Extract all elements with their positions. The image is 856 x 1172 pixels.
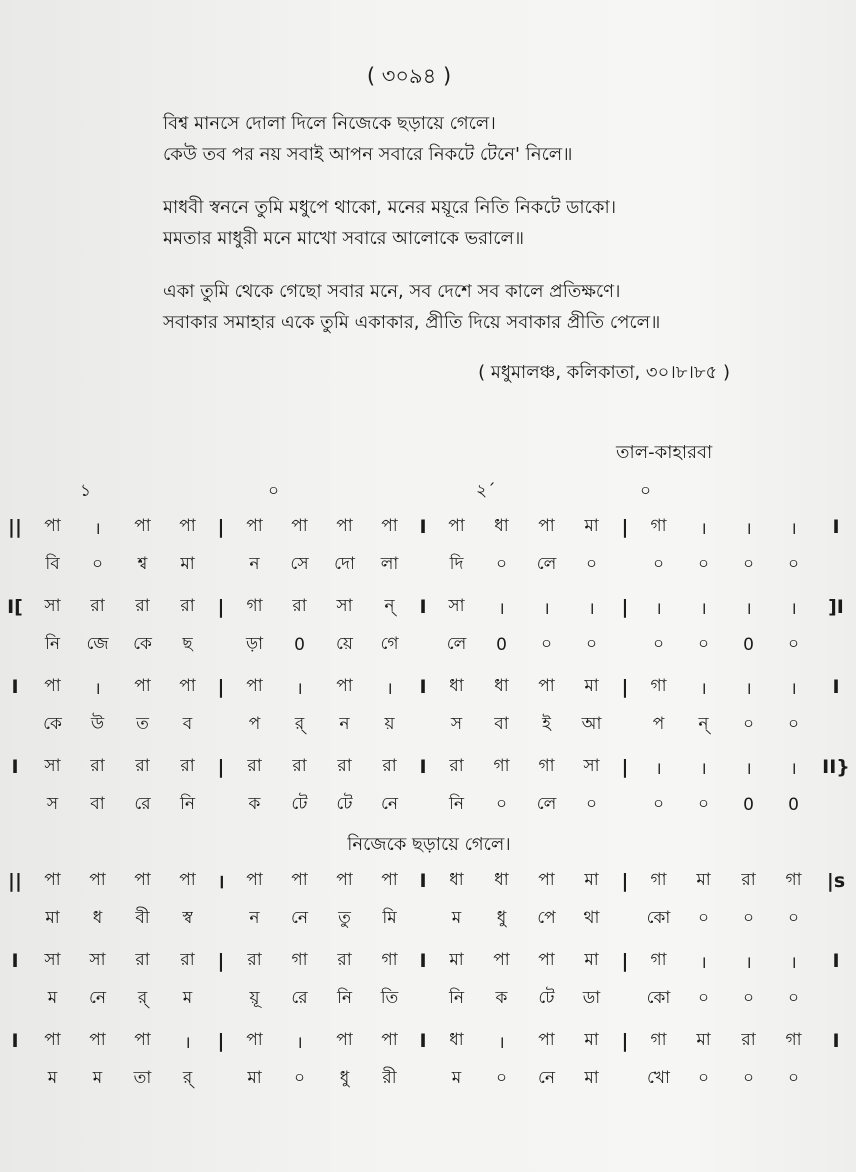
- syllable: ০: [652, 554, 665, 574]
- syllable: য়ূ: [249, 988, 260, 1008]
- swara-note: ।: [655, 758, 662, 779]
- syllable: ০: [787, 908, 800, 928]
- syllable: ০: [585, 554, 598, 574]
- notation-blocks: [0, 508, 850, 1102]
- swara-note: ||: [8, 870, 22, 892]
- beat-mark: ২´: [476, 481, 496, 501]
- syllable: ড়া: [245, 634, 264, 654]
- syllable: ০: [742, 908, 755, 928]
- syllable: ০: [495, 554, 508, 574]
- syllable: ০: [697, 1068, 710, 1088]
- swara-note: ধা: [449, 676, 464, 696]
- swara-note: রা: [135, 756, 150, 776]
- swara-note: রা: [90, 756, 105, 776]
- syllable: রে: [134, 794, 151, 814]
- swara-note: মা: [696, 870, 711, 890]
- lyric-line: মমতার মাধুরী মনে মাখো সবারে আলোকে ভরালে॥: [163, 228, 525, 249]
- syllable: লে: [446, 634, 467, 654]
- swara-note: গা: [650, 870, 667, 890]
- swara-note: ।: [745, 518, 752, 539]
- swara-note: ।: [790, 758, 797, 779]
- swara-note: পা: [291, 516, 308, 536]
- syllable: ০: [495, 1068, 508, 1088]
- syllable: ধু: [339, 1068, 350, 1088]
- swara-note: |: [621, 596, 629, 618]
- swara-note: ।: [790, 678, 797, 699]
- swara-note: ।: [700, 952, 707, 973]
- swara-note: পা: [134, 516, 151, 536]
- syllable: ০: [787, 714, 800, 734]
- syllable: তা: [133, 1068, 152, 1088]
- syllable-row: [0, 900, 818, 938]
- swara-note: পা: [538, 1030, 555, 1050]
- syllable: ০: [742, 1068, 755, 1088]
- swara-note: সা: [44, 756, 61, 776]
- syllable: নে: [537, 1068, 556, 1088]
- syllable: নে: [380, 794, 399, 814]
- syllable: নি: [336, 988, 352, 1008]
- syllable: ব: [182, 714, 193, 734]
- syllable: ক: [248, 794, 261, 814]
- syllable: মা: [584, 1068, 599, 1088]
- swara-note: মা: [584, 676, 599, 696]
- swara-note: ধা: [494, 516, 509, 536]
- swara-note: রা: [135, 950, 150, 970]
- syllable: ম: [451, 908, 462, 928]
- syllable: পে: [537, 908, 556, 928]
- syllable: ম: [47, 988, 58, 1008]
- syllable: ত: [136, 714, 149, 734]
- swara-note: |: [217, 950, 225, 972]
- swara-note: রা: [180, 756, 195, 776]
- swara-note: গা: [650, 950, 667, 970]
- syllable: টে: [336, 794, 353, 814]
- swara-note: ন্: [384, 596, 395, 616]
- swara-note: ।: [700, 518, 707, 539]
- syllable: ০: [697, 908, 710, 928]
- swara-note: পা: [246, 676, 263, 696]
- syllable: র্: [182, 1068, 193, 1088]
- swara-note: ধা: [494, 676, 509, 696]
- swara-note: পা: [246, 1030, 263, 1050]
- swara-note: I: [419, 516, 427, 538]
- syllable: আ: [581, 714, 602, 734]
- swara-note: পা: [336, 1030, 353, 1050]
- beat-marks: [0, 478, 818, 504]
- swara-note: ।: [184, 1032, 191, 1053]
- swara-note: ।: [700, 598, 707, 619]
- syllable: মা: [247, 1068, 262, 1088]
- swara-note: সা: [448, 596, 465, 616]
- syllable: জে: [86, 634, 109, 654]
- lyric-line: একা তুমি থেকে গেছো সবার মনে, সব দেশে সব কালে প্রতিক্ষণে।: [163, 281, 621, 302]
- syllable: বা: [494, 714, 509, 734]
- beat-mark: ০: [640, 481, 652, 501]
- swara-note: ।: [296, 1032, 303, 1053]
- swara-note: রা: [741, 1030, 756, 1050]
- syllable: ০: [540, 634, 553, 654]
- taal-label: তাল-কাহারবা: [616, 442, 713, 463]
- swara-note: পা: [179, 870, 196, 890]
- song-number: ( ৩০৯৪ ): [366, 64, 452, 88]
- swara-note: রা: [337, 756, 352, 776]
- syllable: ক: [495, 988, 508, 1008]
- lyrics: [163, 108, 803, 338]
- swara-note: I: [11, 676, 19, 698]
- swara-note: I: [832, 1030, 840, 1052]
- beat-mark: ১: [80, 481, 92, 501]
- swara-note: II}: [822, 756, 850, 778]
- swara-note: পা: [134, 676, 151, 696]
- lyric-line: সবাকার সমাহার একে তুমি একাকার, প্রীতি দিয়ে সবাকার প্রীতি পেলে॥: [163, 312, 661, 333]
- swara-note: পা: [381, 870, 398, 890]
- swara-note: I: [419, 756, 427, 778]
- syllable: ০: [787, 1068, 800, 1088]
- swara-note: পা: [336, 870, 353, 890]
- syllable: কে: [133, 634, 152, 654]
- swara-note: ।: [543, 598, 550, 619]
- swara-note: |: [217, 516, 225, 538]
- syllable: ধু: [496, 908, 507, 928]
- swara-note: পা: [336, 676, 353, 696]
- swara-note: ।: [700, 758, 707, 779]
- swara-note: ।: [588, 598, 595, 619]
- swara-note: গা: [785, 870, 802, 890]
- syllable: 0: [743, 635, 754, 655]
- syllable: প: [248, 714, 261, 734]
- swara-note: ।: [790, 518, 797, 539]
- syllable: বা: [90, 794, 105, 814]
- syllable: উ: [90, 714, 105, 734]
- swara-note: I: [11, 950, 19, 972]
- syllable: 0: [496, 635, 507, 655]
- swara-note: মা: [584, 870, 599, 890]
- notation-block: [0, 588, 844, 668]
- notation-block: [0, 862, 846, 942]
- syllable: তি: [380, 988, 399, 1008]
- swara-note: পা: [538, 676, 555, 696]
- swara-note: পা: [381, 516, 398, 536]
- syllable: বি: [45, 554, 60, 574]
- syllable-row: [0, 706, 818, 744]
- swara-note: পা: [246, 516, 263, 536]
- swara-note: রা: [337, 950, 352, 970]
- beat-mark: ০: [268, 481, 280, 501]
- swara-note: পা: [538, 870, 555, 890]
- notation-block: [0, 508, 840, 588]
- swara-note: পা: [448, 516, 465, 536]
- interlude-text: নিজেকে ছড়ায়ে গেলে।: [347, 834, 511, 855]
- swara-note: ।: [94, 678, 101, 699]
- swara-note: পা: [44, 516, 61, 536]
- swara-note: রা: [135, 596, 150, 616]
- swara-note: রা: [382, 756, 397, 776]
- syllable: ০: [293, 1068, 306, 1088]
- syllable: মা: [45, 908, 60, 928]
- swara-note: রা: [90, 596, 105, 616]
- swara-note: গা: [785, 1030, 802, 1050]
- swara-note: গা: [650, 1030, 667, 1050]
- swara-note: ।: [655, 598, 662, 619]
- syllable: ম: [451, 1068, 462, 1088]
- syllable: দি: [449, 554, 464, 574]
- swara-note: পা: [291, 870, 308, 890]
- swara-note: I: [832, 950, 840, 972]
- swara-note: ধা: [449, 870, 464, 890]
- swara-note: I: [832, 516, 840, 538]
- syllable-row: [0, 786, 818, 824]
- swara-note: ।: [94, 518, 101, 539]
- swara-row: [0, 588, 844, 626]
- swara-note: পা: [381, 1030, 398, 1050]
- syllable: ম: [182, 988, 193, 1008]
- syllable: থা: [583, 908, 600, 928]
- swara-row: [0, 942, 840, 980]
- syllable: ন: [249, 908, 260, 928]
- swara-note: পা: [493, 950, 510, 970]
- swara-note: I: [11, 1030, 19, 1052]
- swara-note: ধা: [449, 1030, 464, 1050]
- syllable: 0: [294, 635, 305, 655]
- swara-note: ।: [700, 678, 707, 699]
- syllable: ই: [542, 714, 551, 734]
- swara-note: রা: [449, 756, 464, 776]
- syllable: ডা: [582, 988, 601, 1008]
- syllable: ০: [787, 988, 800, 1008]
- swara-note: I: [419, 596, 427, 618]
- syllable: স: [46, 794, 59, 814]
- lyric-line: মাধবী স্বননে তুমি মধুপে থাকো, মনের ময়ূরে নিতি নিকটে ডাকো।: [163, 197, 617, 218]
- swara-row: [0, 748, 850, 786]
- syllable: ০: [742, 714, 755, 734]
- swara-note: পা: [134, 1030, 151, 1050]
- swara-note: I: [419, 1030, 427, 1052]
- notation-block: [0, 748, 850, 828]
- swara-note: |: [217, 596, 225, 618]
- syllable: নে: [290, 908, 309, 928]
- swara-note: I: [419, 870, 427, 892]
- swara-note: রা: [292, 596, 307, 616]
- syllable: কে: [43, 714, 62, 734]
- syllable: র্: [294, 714, 305, 734]
- swara-note: মা: [696, 1030, 711, 1050]
- syllable: ০: [787, 554, 800, 574]
- swara-note: গা: [246, 596, 263, 616]
- swara-note: গা: [381, 950, 398, 970]
- swara-row: [0, 508, 840, 546]
- syllable: মা: [180, 554, 195, 574]
- swara-note: মা: [584, 950, 599, 970]
- swara-note: ||: [8, 516, 22, 538]
- swara-note: পা: [89, 1030, 106, 1050]
- syllable: লা: [380, 554, 399, 574]
- syllable-row: [0, 626, 818, 664]
- syllable: ০: [787, 634, 800, 654]
- swara-note: |: [621, 676, 629, 698]
- syllable: ন: [339, 714, 350, 734]
- notation-block: [0, 1022, 840, 1102]
- syllable: নি: [448, 988, 464, 1008]
- syllable: নি: [44, 634, 60, 654]
- syllable-row: [0, 546, 818, 584]
- swara-note: পা: [44, 870, 61, 890]
- swara-note: |: [621, 1030, 629, 1052]
- syllable: মি: [382, 908, 397, 928]
- swara-note: পা: [134, 870, 151, 890]
- syllable: য়: [384, 714, 395, 734]
- syllable: দো: [334, 554, 355, 574]
- swara-note: ।: [386, 678, 393, 699]
- swara-note: সা: [89, 950, 106, 970]
- syllable: রী: [382, 1068, 397, 1088]
- swara-note: I: [419, 950, 427, 972]
- syllable: ০: [697, 794, 710, 814]
- swara-note: ।: [790, 598, 797, 619]
- syllable: ০: [697, 634, 710, 654]
- syllable: লে: [536, 794, 557, 814]
- syllable: সে: [290, 554, 309, 574]
- syllable: ০: [585, 794, 598, 814]
- swara-note: রা: [247, 950, 262, 970]
- lyric-line: কেউ তব পর নয় সবাই আপন সবারে নিকটে টেনে' নিলে॥: [163, 144, 573, 165]
- swara-note: সা: [44, 596, 61, 616]
- syllable: য়ে: [336, 634, 353, 654]
- swara-note: রা: [247, 756, 262, 776]
- syllable: ০: [742, 988, 755, 1008]
- syllable: ০: [495, 794, 508, 814]
- syllable: ০: [585, 634, 598, 654]
- syllable: বী: [135, 908, 150, 928]
- swara-note: পা: [336, 516, 353, 536]
- syllable-row: [0, 1060, 818, 1098]
- swara-note: পা: [44, 1030, 61, 1050]
- swara-row: [0, 1022, 840, 1060]
- swara-note: I: [11, 756, 19, 778]
- swara-note: গা: [650, 676, 667, 696]
- swara-note: |: [621, 870, 629, 892]
- swara-note: রা: [292, 756, 307, 776]
- swara-note: পা: [246, 870, 263, 890]
- swara-note: ।: [745, 952, 752, 973]
- swara-note: গা: [538, 756, 555, 776]
- swara-note: সা: [583, 756, 600, 776]
- syllable: ছ: [182, 634, 193, 654]
- syllable: 0: [743, 795, 754, 815]
- swara-note: |s: [826, 870, 846, 892]
- swara-note: পা: [44, 676, 61, 696]
- swara-note: |: [621, 516, 629, 538]
- syllable-row: [0, 980, 818, 1018]
- syllable: ম: [92, 1068, 103, 1088]
- swara-note: রা: [180, 596, 195, 616]
- swara-note: গা: [650, 516, 667, 536]
- swara-note: ।: [745, 758, 752, 779]
- swara-note: ।: [498, 598, 505, 619]
- swara-note: ।: [790, 952, 797, 973]
- swara-note: |: [217, 1030, 225, 1052]
- source-note: ( মধুমালঞ্চ, কলিকাতা, ৩০।৮।৮৫ ): [478, 362, 730, 383]
- swara-note: |: [217, 676, 225, 698]
- swara-note: রা: [741, 870, 756, 890]
- swara-note: গা: [291, 950, 308, 970]
- syllable: প: [652, 714, 665, 734]
- syllable: ০: [652, 794, 665, 814]
- swara-note: মা: [584, 1030, 599, 1050]
- syllable: ন্: [698, 714, 709, 734]
- syllable: খো: [647, 1068, 670, 1088]
- notation-block: [0, 668, 840, 748]
- syllable: ম: [47, 1068, 58, 1088]
- swara-note: রা: [180, 950, 195, 970]
- swara-note: ]I: [828, 596, 844, 618]
- swara-note: পা: [89, 870, 106, 890]
- syllable: টে: [538, 988, 555, 1008]
- swara-note: |: [621, 950, 629, 972]
- syllable: নে: [88, 988, 107, 1008]
- syllable: ০: [742, 554, 755, 574]
- swara-note: ।: [745, 598, 752, 619]
- syllable: র্: [137, 988, 148, 1008]
- swara-note: ।: [745, 678, 752, 699]
- swara-note: পা: [538, 950, 555, 970]
- swara-note: ।: [498, 1032, 505, 1053]
- syllable: লে: [536, 554, 557, 574]
- syllable: নি: [179, 794, 195, 814]
- syllable: স্ব: [182, 908, 193, 928]
- swara-note: পা: [538, 516, 555, 536]
- syllable: নি: [448, 794, 464, 814]
- swara-note: I: [832, 676, 840, 698]
- syllable: ন: [249, 554, 260, 574]
- swara-note: মা: [449, 950, 464, 970]
- syllable: তু: [338, 908, 351, 928]
- swara-note: |: [217, 756, 225, 778]
- swara-note: I: [419, 676, 427, 698]
- syllable: ০: [652, 634, 665, 654]
- swara-note: |: [621, 756, 629, 778]
- syllable: ০: [697, 554, 710, 574]
- swara-note: ।: [217, 871, 225, 893]
- syllable: ০: [697, 988, 710, 1008]
- syllable: রে: [291, 988, 308, 1008]
- swara-row: [0, 668, 840, 706]
- swara-note: সা: [336, 596, 353, 616]
- lyric-line: বিশ্ব মানসে দোলা দিলে নিজেকে ছড়ায়ে গেলে।: [163, 113, 496, 134]
- swara-note: I[: [7, 596, 23, 618]
- swara-note: পা: [179, 516, 196, 536]
- notation-block: [0, 942, 840, 1022]
- syllable: গে: [380, 634, 399, 654]
- swara-note: সা: [44, 950, 61, 970]
- swara-row: [0, 862, 846, 900]
- syllable: ধ: [92, 908, 103, 928]
- swara-note: পা: [179, 676, 196, 696]
- syllable: 0: [788, 795, 799, 815]
- swara-note: ধা: [494, 870, 509, 890]
- syllable: ০: [91, 554, 104, 574]
- syllable: কো: [646, 988, 671, 1008]
- swara-note: গা: [493, 756, 510, 776]
- swara-note: ।: [296, 678, 303, 699]
- syllable: টে: [291, 794, 308, 814]
- syllable: কো: [646, 908, 671, 928]
- swara-note: মা: [584, 516, 599, 536]
- syllable: স: [450, 714, 463, 734]
- syllable: শ্ব: [137, 554, 148, 574]
